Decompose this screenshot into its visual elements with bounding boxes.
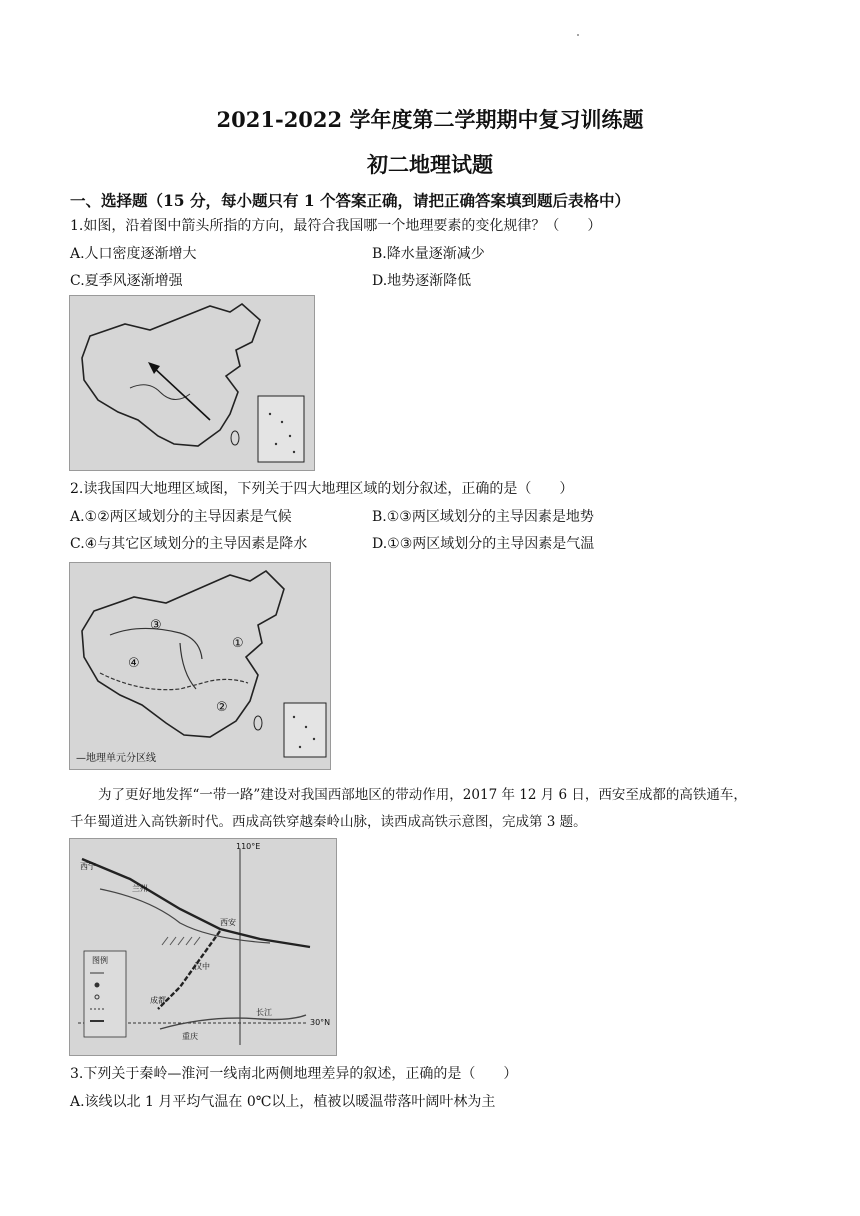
passage-line-2: 千年蜀道进入高铁新时代。西成高铁穿越秦岭山脉，读西成高铁示意图，完成第 3 题。: [70, 814, 587, 830]
taiwan-island: [231, 431, 239, 445]
question-3-stem: 3.下列关于秦岭—淮河一线南北两侧地理差异的叙述，正确的是（ ）: [70, 1066, 518, 1082]
exam-subtitle: 初二地理试题: [367, 152, 493, 177]
question-3-option-a: A.该线以北 1 月平均气温在 0℃以上，植被以暖温带落叶阔叶林为主: [70, 1094, 496, 1110]
yangtze-river: [160, 1015, 306, 1029]
question-2-option-a: A.①②两区域划分的主导因素是气候: [70, 509, 292, 525]
section-heading: 一、选择题（15 分，每小题只有 1 个答案正确，请把正确答案填到题后表格中）: [70, 191, 631, 210]
region-boundary-north: [110, 628, 202, 659]
china-outline: [82, 571, 284, 737]
scan-dot: [577, 34, 579, 36]
question-1-option-c: C.夏季风逐渐增强: [70, 273, 183, 289]
xicheng-highspeed-rail: [158, 931, 220, 1009]
question-2-stem: 2.读我国四大地理区域图，下列关于四大地理区域的划分叙述，正确的是（ ）: [70, 481, 574, 497]
question-2-option-d: D.①③两区域划分的主导因素是气温: [372, 536, 595, 552]
question-2-option-b: B.①③两区域划分的主导因素是地势: [372, 509, 594, 525]
question-1-china-map: [69, 295, 315, 471]
region-label-3: ③: [150, 618, 162, 633]
china-outline: [82, 304, 260, 446]
region-label-2: ②: [216, 700, 228, 715]
question-2-regions-map: [69, 562, 331, 770]
xicheng-railway-map: [69, 838, 337, 1056]
question-1-option-a: A.人口密度逐渐增大: [70, 246, 197, 262]
longitude-label: 110°E: [236, 842, 261, 851]
city-label-xian: 西安: [220, 918, 236, 927]
taiwan-island: [254, 716, 262, 730]
region-boundary-qinling: [100, 673, 248, 690]
passage-line-1: 为了更好地发挥“一带一路”建设对我国西部地区的带动作用，2017 年 12 月 6 日，西安至成都的高铁通车，: [98, 787, 747, 803]
river-label-yangtze: 长江: [256, 1008, 272, 1017]
region-boundary-tibet: [180, 643, 196, 689]
legend-title: 图例: [92, 956, 108, 965]
region-label-4: ④: [128, 656, 140, 671]
city-label-chongqing: 重庆: [182, 1032, 198, 1041]
question-1-stem: 1.如图，沿着图中箭头所指的方向，最符合我国哪一个地理要素的变化规律？（ ）: [70, 218, 602, 234]
question-2-option-c: C.④与其它区域划分的主导因素是降水: [70, 536, 308, 552]
question-1-option-d: D.地势逐渐降低: [372, 273, 472, 289]
map-legend: —地理单元分区线: [76, 753, 156, 764]
city-label-hanzhong: 汉中: [194, 962, 210, 971]
railway-main: [82, 859, 310, 947]
south-china-sea-inset: [258, 396, 304, 462]
city-label-xining: 西宁: [80, 862, 96, 871]
exam-title: 2021-2022 学年度第二学期期中复习训练题: [216, 107, 644, 132]
south-china-sea-inset: [284, 703, 326, 757]
latitude-label: 30°N: [310, 1018, 331, 1027]
qinling-mountains: [162, 937, 200, 945]
city-label-chengdu: 成都: [150, 996, 166, 1005]
question-1-option-b: B.降水量逐渐减少: [372, 246, 485, 262]
city-label-lanzhou: 兰州: [132, 884, 148, 893]
region-label-1: ①: [232, 636, 244, 651]
